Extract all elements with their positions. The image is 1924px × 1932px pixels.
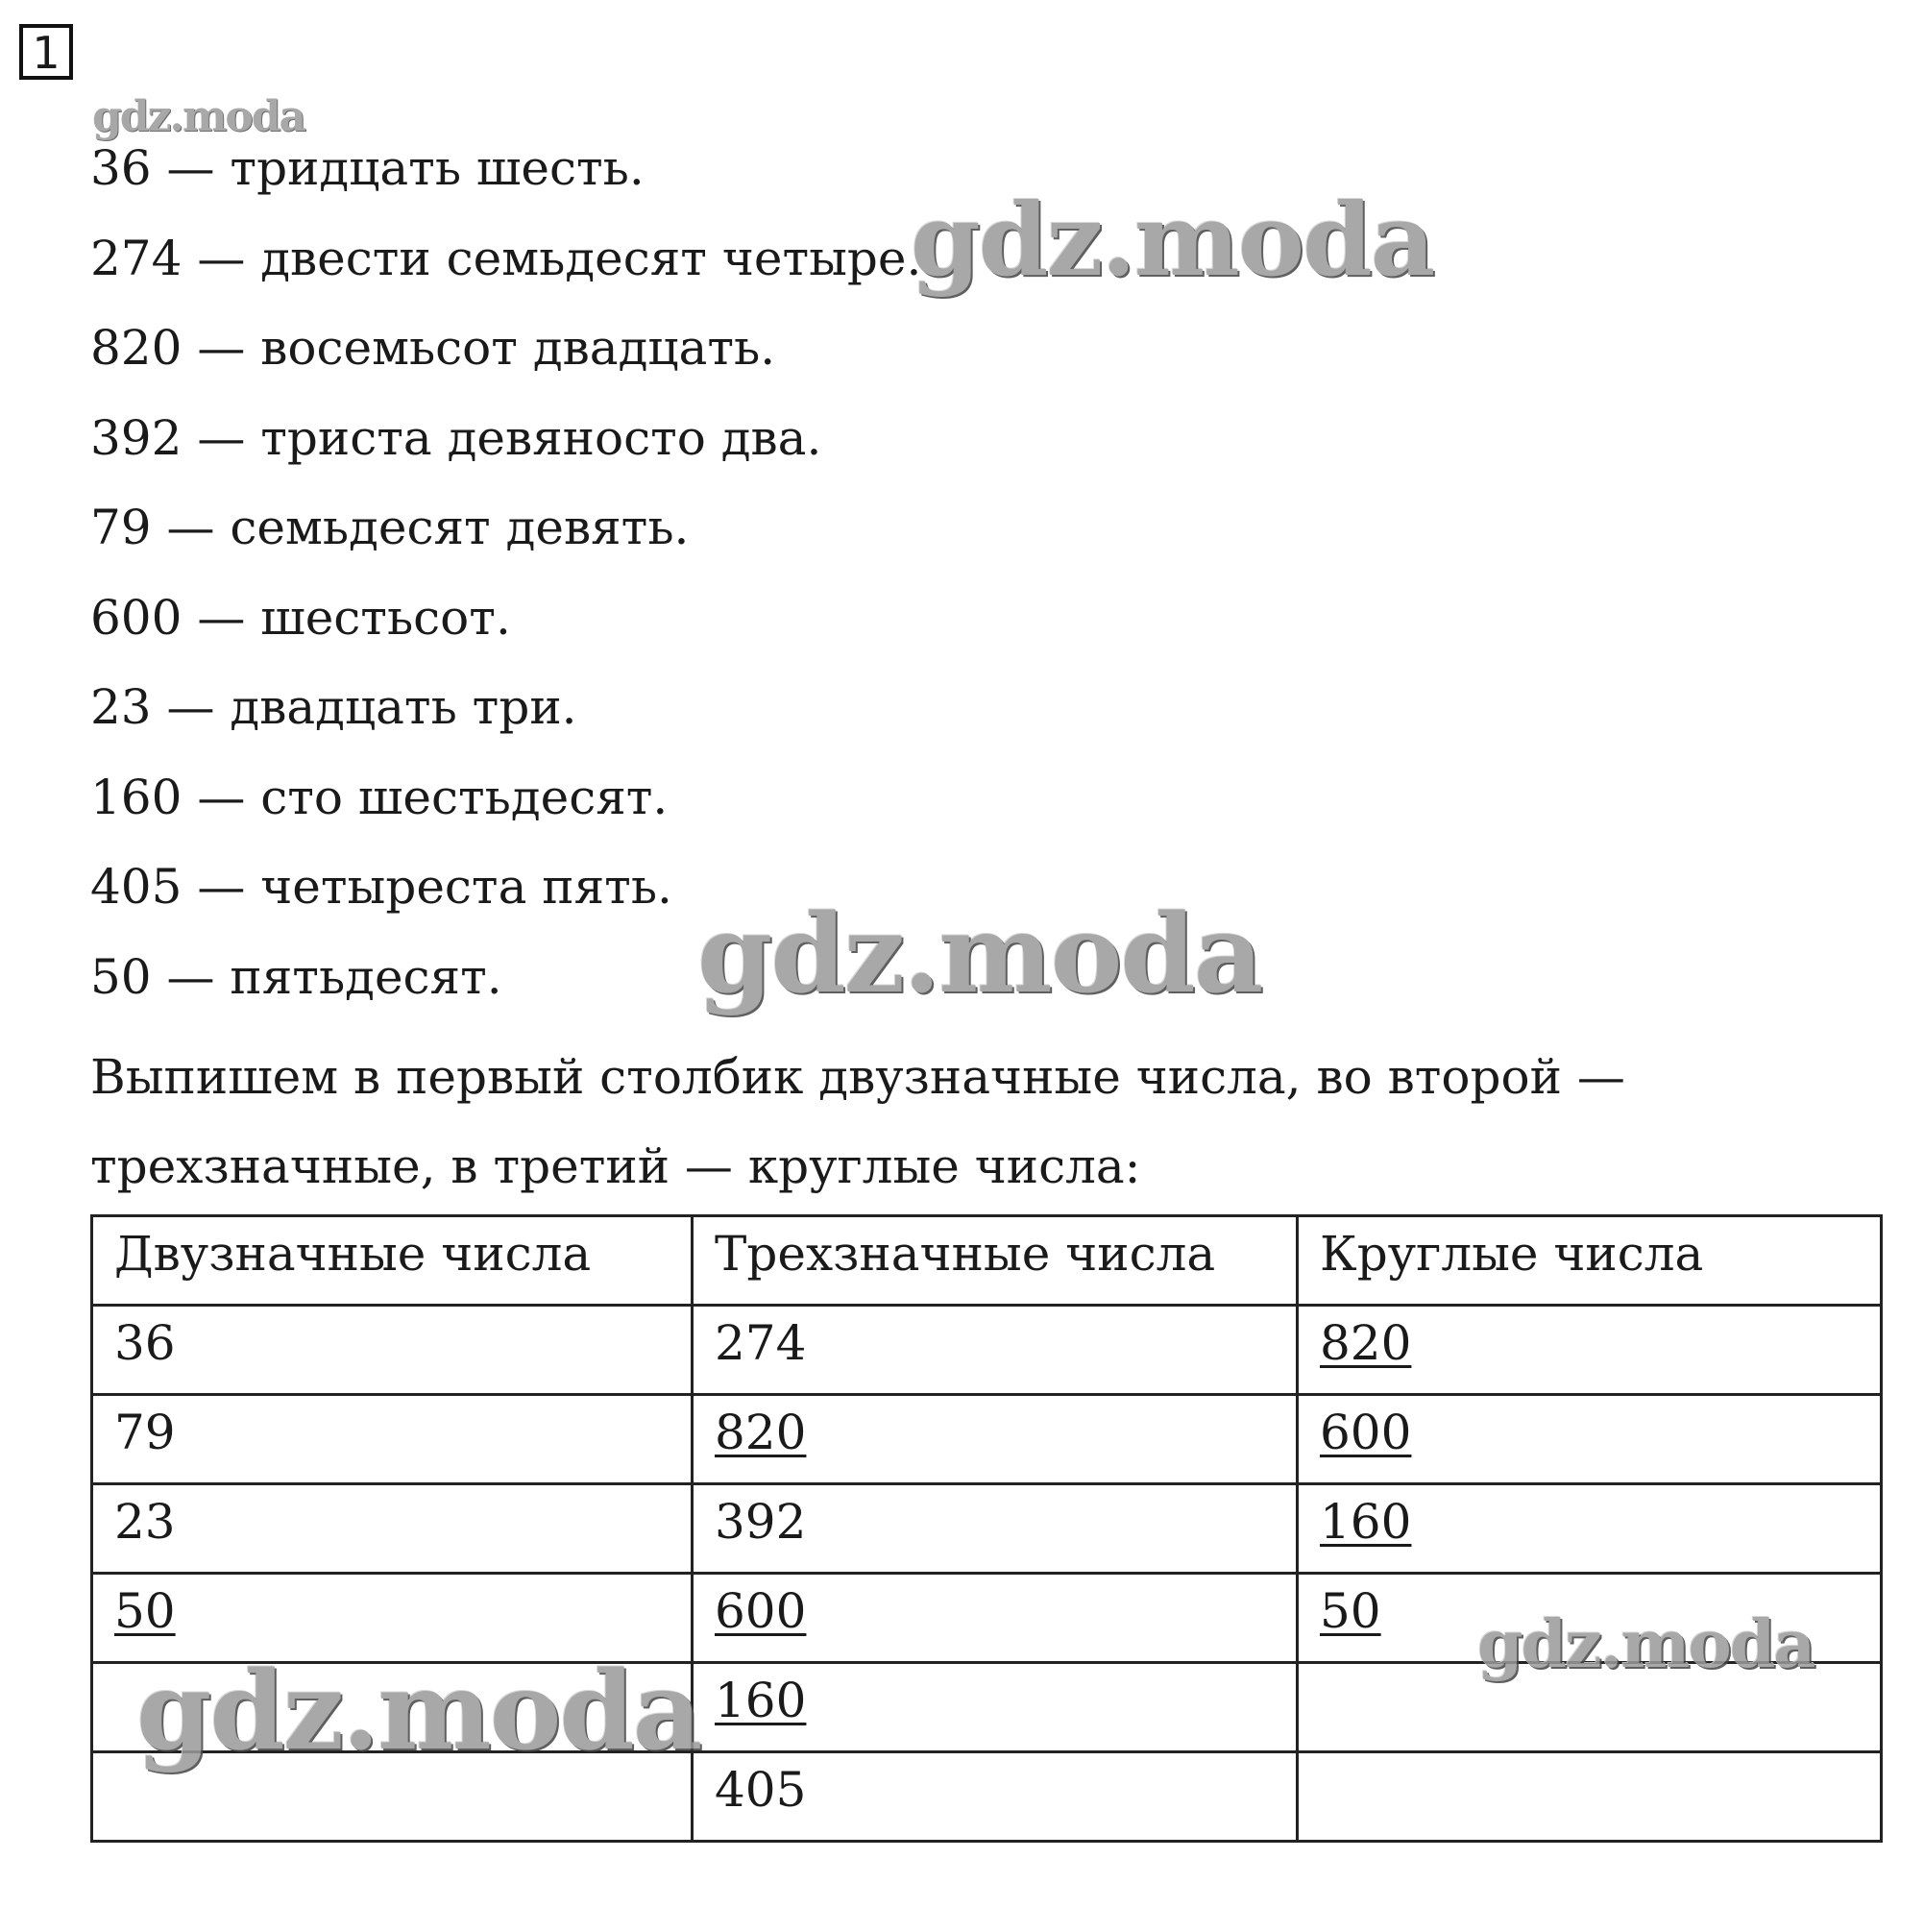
cell-value: 160 bbox=[715, 1673, 807, 1728]
table-cell bbox=[693, 1306, 1298, 1395]
cell-value: 820 bbox=[715, 1405, 807, 1460]
watermark-small: gdz.moda bbox=[92, 92, 305, 141]
list-item: 274 — двести семьдесят четыре. bbox=[90, 230, 922, 286]
instruction-paragraph: Выпишем в первый столбик двузначные числа, во второй — трехзначные, в третий — круглые числа: bbox=[90, 1049, 1625, 1194]
list-item: 160 — сто шестьдесят. bbox=[90, 769, 669, 825]
table-cell bbox=[92, 1395, 693, 1484]
watermark: gdz.moda bbox=[1477, 1606, 1814, 1683]
table-cell bbox=[693, 1663, 1298, 1752]
watermark: gdz.moda bbox=[136, 1649, 701, 1774]
table-row bbox=[92, 1395, 1882, 1484]
table-cell bbox=[1298, 1484, 1882, 1574]
list-item: 820 — восемьсот двадцать. bbox=[90, 320, 776, 376]
table-cell bbox=[1298, 1752, 1882, 1842]
header-three-digit: Трехзначные числа bbox=[693, 1216, 1298, 1306]
cell-value: 392 bbox=[715, 1494, 807, 1550]
header-two-digit: Двузначные числа bbox=[92, 1216, 693, 1306]
watermark: gdz.moda bbox=[697, 892, 1262, 1017]
table-cell bbox=[1298, 1306, 1882, 1395]
header-round: Круглые числа bbox=[1298, 1216, 1882, 1306]
cell-value: 820 bbox=[1320, 1315, 1412, 1371]
list-item: 36 — тридцать шесть. bbox=[90, 140, 645, 196]
cell-value: 274 bbox=[715, 1315, 807, 1371]
cell-value: 50 bbox=[1320, 1583, 1381, 1639]
list-item: 50 — пятьдесят. bbox=[90, 948, 502, 1005]
table-row bbox=[92, 1306, 1882, 1395]
cell-value: 160 bbox=[1320, 1494, 1412, 1550]
table-cell bbox=[693, 1574, 1298, 1663]
cell-value: 405 bbox=[715, 1762, 807, 1818]
cell-value: 36 bbox=[114, 1315, 176, 1371]
list-item: 405 — четыреста пять. bbox=[90, 859, 672, 915]
table-header-row bbox=[92, 1216, 1882, 1306]
table-row bbox=[92, 1484, 1882, 1574]
cell-value: 600 bbox=[715, 1583, 807, 1639]
list-item: 79 — семьдесят девять. bbox=[90, 500, 690, 555]
list-item: 392 — триста девяносто два. bbox=[90, 409, 822, 466]
cell-value: 600 bbox=[1320, 1405, 1412, 1460]
cell-value: 79 bbox=[114, 1405, 176, 1460]
task-number-box: 1 bbox=[19, 24, 73, 80]
watermark: gdz.moda bbox=[911, 181, 1434, 299]
table-cell bbox=[693, 1752, 1298, 1842]
table-cell bbox=[693, 1484, 1298, 1574]
table-cell bbox=[92, 1306, 693, 1395]
table-cell bbox=[1298, 1395, 1882, 1484]
list-item: 600 — шестьсот. bbox=[90, 589, 511, 646]
table-cell bbox=[92, 1484, 693, 1574]
list-item: 23 — двадцать три. bbox=[90, 679, 577, 735]
cell-value: 50 bbox=[114, 1583, 176, 1639]
cell-value: 23 bbox=[114, 1494, 176, 1550]
table-cell bbox=[693, 1395, 1298, 1484]
